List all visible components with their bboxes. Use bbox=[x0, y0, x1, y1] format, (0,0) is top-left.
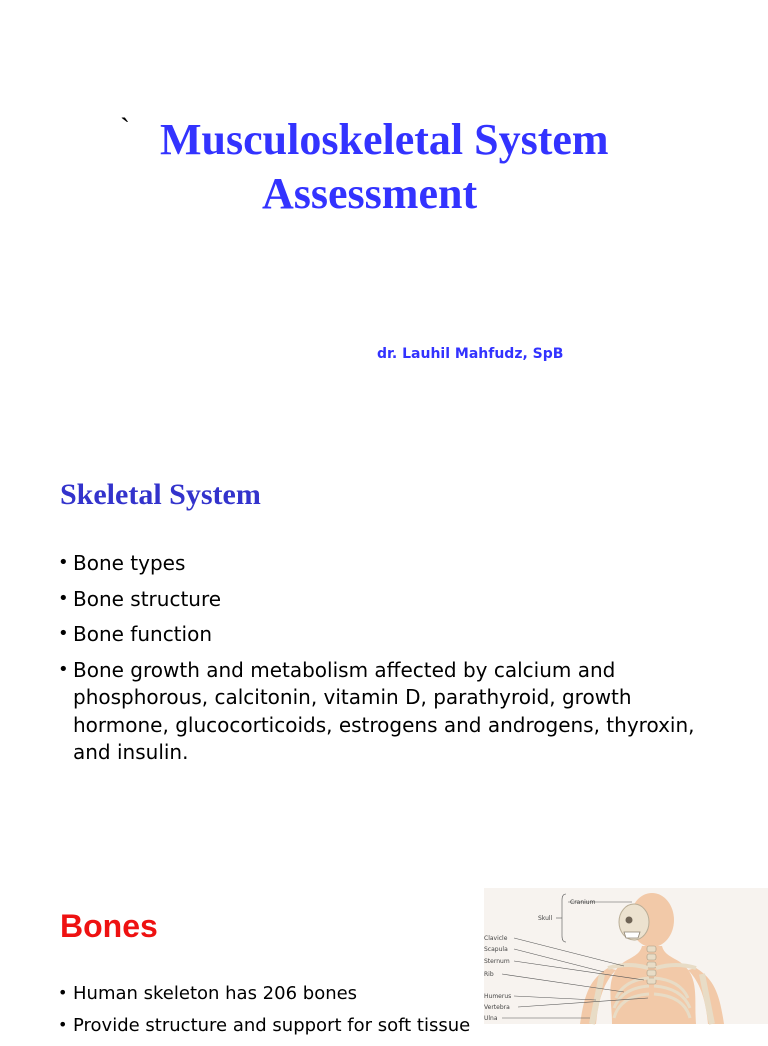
label-rib: Rib bbox=[484, 971, 494, 978]
label-humerus: Humerus bbox=[484, 993, 512, 1000]
bullet-item: • Bone types bbox=[58, 550, 698, 578]
skeleton-illustration bbox=[484, 888, 768, 1024]
skeleton-figure bbox=[484, 888, 768, 1024]
label-skull: Skull bbox=[538, 915, 553, 922]
label-scapula: Scapula bbox=[484, 946, 508, 953]
bullet-list bbox=[58, 550, 698, 775]
label-sternum: Sternum bbox=[484, 958, 510, 965]
slide-heading: Skeletal System bbox=[60, 478, 261, 511]
teeth bbox=[624, 932, 640, 938]
slide-title-line1: Musculoskeletal System bbox=[160, 115, 609, 164]
skeletal-system-slide bbox=[0, 450, 768, 850]
slide-title-line2: Assessment bbox=[262, 169, 478, 218]
slide-heading: Bones bbox=[60, 908, 158, 944]
bullet-item: • Bone structure bbox=[58, 586, 698, 614]
label-vertebra: Vertebra bbox=[484, 1004, 510, 1011]
bullet-item: • Bone growth and metabolism affected by calcium and phosphorous, calcitonin, vitamin D, parathyroid, growth hormone, glucocorticoids, estrogens and androgens, thyroxin, and insulin. bbox=[58, 657, 698, 767]
bullet-item: • Human skeleton has 206 bones bbox=[58, 982, 498, 1006]
label-clavicle: Clavicle bbox=[484, 935, 508, 942]
bullet-item: • Provide structure and support for soft tissue bbox=[58, 1014, 498, 1038]
label-cranium: Cranium bbox=[570, 899, 596, 906]
bullet-item: • Bone function bbox=[58, 621, 698, 649]
label-ulna: Ulna bbox=[484, 1015, 498, 1022]
author-name: dr. Lauhil Mahfudz, SpB bbox=[377, 346, 564, 362]
bones-slide bbox=[0, 862, 768, 1036]
stray-mark: ` bbox=[120, 112, 130, 145]
bullet-list bbox=[58, 982, 498, 1046]
eye-socket bbox=[626, 917, 633, 924]
title-slide bbox=[0, 0, 768, 430]
